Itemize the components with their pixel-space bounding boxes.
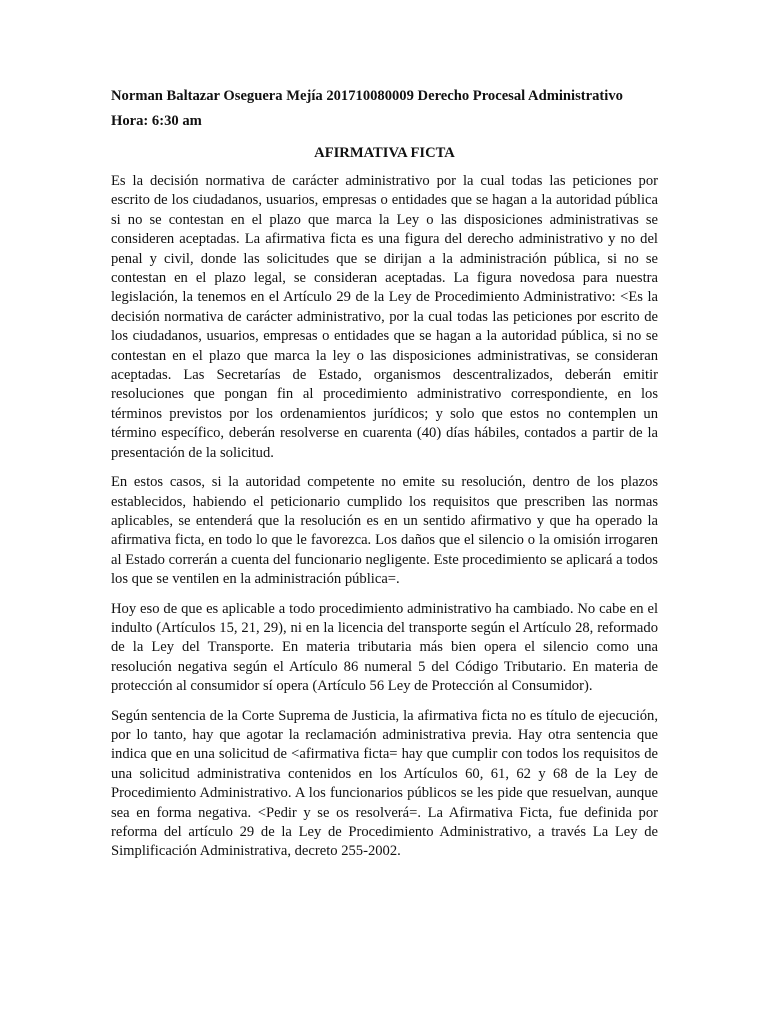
document-title: AFIRMATIVA FICTA [314,145,455,161]
paragraph: En estos casos, si la autoridad competente no emite su resolución, dentro de los plazos establecidos, habiendo el peticionario cumplido los requisitos que prescriben las normas aplicables, se entenderá que la resolución es en un sentido afirmativo y que ha operado la afirmativa ficta, en todo lo que le favorezca. Los daños que el silencio o la omisión irrogaren al Estado correrán a cuenta del funcionario negligente. Este procedimiento se aplicará a todos los que se ventilen en la administración pública=. [111,474,658,588]
time-line: Hora: 6:30 am [111,113,202,129]
paragraph: Según sentencia de la Corte Suprema de Justicia, la afirmativa ficta no es título de ejecución, por lo tanto, hay que agotar la reclamación administrativa previa. Hay otra sentencia que indica que en una solicitud de <afirmativa ficta= hay que cumplir con todos los requisitos de una solicitud administrativa contenidos en los Artículos 60, 61, 62 y 68 de la Ley de Procedimiento Administrativo. A los funcionarios públicos se les pide que resuelvan, aunque sea en forma negativa. <Pedir y se os resolverá=. La Afirmativa Ficta, fue definida por reforma del artículo 29 de la Ley de Procedimiento Administrativo, a través La Ley de Simplificación Administrativa, decreto 255-2002. [111,707,658,860]
author-line: Norman Baltazar Oseguera Mejía 201710080009 Derecho Procesal Administrativo [111,88,623,104]
paragraph: Es la decisión normativa de carácter administrativo por la cual todas las peticiones por escrito de los ciudadanos, usuarios, empresas o entidades que se hagan a la autoridad pública si no se contestan en el plazo que marca la Ley o las disposiciones administrativas se consideren aceptadas. La afirmativa ficta es una figura del derecho administrativo y no del penal y civil, donde las solicitudes que se dirijan a la administración pública, si no se contestan en el plazo legal, se consideran aceptadas. La figura novedosa para nuestra legislación, la tenemos en el Artículo 29 de la Ley de Procedimiento Administrativo: <Es la decisión normativa de carácter administrativo, por la cual todas las peticiones por escrito de los ciudadanos, usuarios, empresas o entidades que se hagan a la autoridad pública, si no se contestan en el plazo que marca la ley o las disposiciones administrativas, se consideran aceptadas. Las Secretarías de Estado, organismos descentralizados, deberán emitir resoluciones que pongan fin al procedimiento administrativo correspondiente, en los términos previstos por los ordenamientos jurídicos; y solo que estos no contemplen un término específico, deberán resolverse en cuarenta (40) días hábiles, contados a partir de la presentación de la solicitud. [111,173,658,461]
paragraph: Hoy eso de que es aplicable a todo procedimiento administrativo ha cambiado. No cabe en el indulto (Artículos 15, 21, 29), ni en la licencia del transporte según el Artículo 28, reformado de la Ley del Transporte. En materia tributaria más bien opera el silencio como una resolución negativa según el Artículo 86 numeral 5 del Código Tributario. En materia de protección al consumidor sí opera (Artículo 56 Ley de Protección al Consumidor). [111,600,658,695]
document-body [111,172,658,872]
